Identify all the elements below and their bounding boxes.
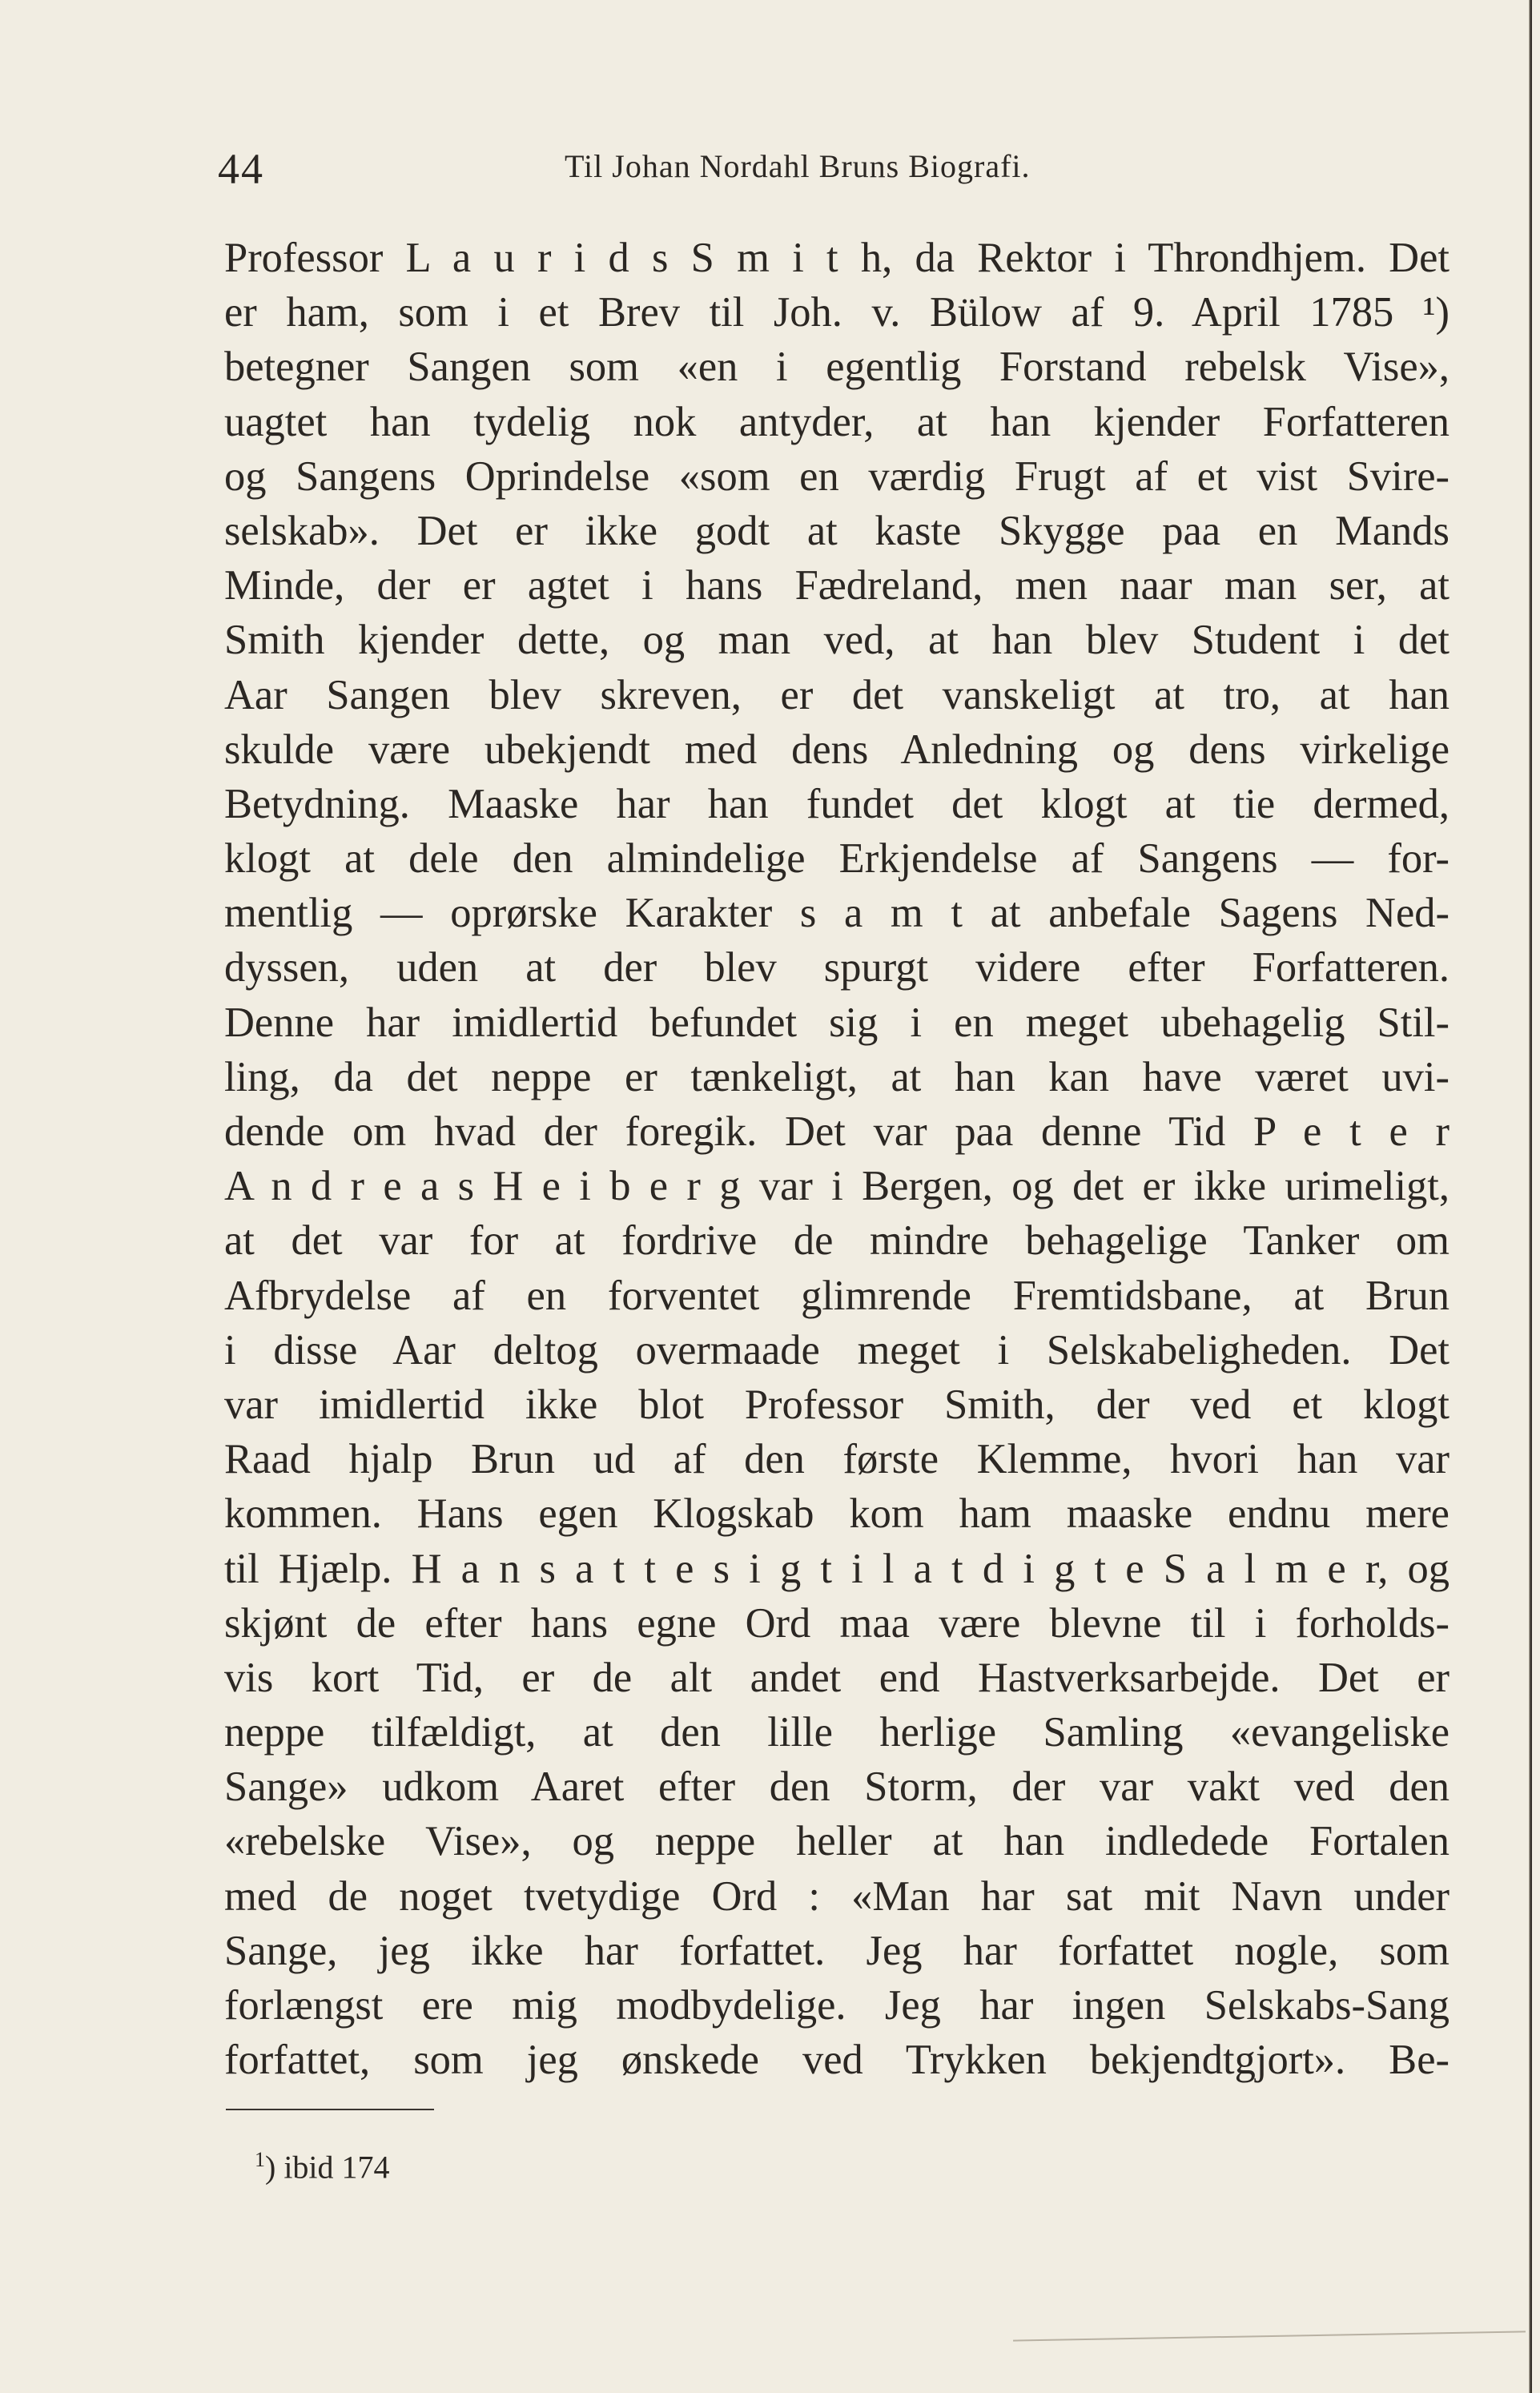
text-line: Sange, jeg ikke har forfattet. Jeg har forfattet nogle, som <box>224 1927 1450 1974</box>
text-line: at det var for at fordrive de mindre behagelige Tanker om <box>224 1217 1450 1265</box>
text-line: klogt at dele den almindelige Erkjendelse af Sangens — for- <box>224 835 1450 883</box>
text-line: neppe tilfældigt, at den lille herlige Samling «evangeliske <box>224 1709 1450 1756</box>
text-line: forfattet, som jeg ønskede ved Trykken bekjendtgjort». Be- <box>224 2037 1450 2084</box>
text-line: uagtet han tydelig nok antyder, at han kjender Forfatteren <box>224 398 1450 445</box>
text-line: i disse Aar deltog overmaade meget i Selskabeligheden. Det <box>224 1326 1450 1373</box>
text-line: skulde være ubekjendt med dens Anledning og dens virkelige <box>224 726 1450 773</box>
text-line: dende om hvad der foregik. Det var paa denne Tid P e t e r <box>224 1108 1450 1155</box>
text-line: til Hjælp. H a n s a t t e s i g t i l a t d i g t e S a l m e r, og <box>224 1545 1450 1592</box>
page-number: 44 <box>218 145 264 193</box>
text-line: Sange» udkom Aaret efter den Storm, der var vakt ved den <box>224 1764 1450 1811</box>
text-line: Smith kjender dette, og man ved, at han blev Student i det <box>224 617 1450 664</box>
text-line: Raad hjalp Brun ud af den første Klemme, hvori han var <box>224 1436 1450 1483</box>
footnote <box>255 2140 390 2187</box>
text-line: skjønt de efter hans egne Ord maa være blevne til i forholds- <box>224 1599 1450 1647</box>
text-line: forlængst ere mig modbydelige. Jeg har ingen Selskabs-Sang <box>224 1982 1450 2029</box>
text-line: Minde, der er agtet i hans Fædreland, men naar man ser, at <box>224 562 1450 609</box>
footnote-marker: 1 <box>255 2148 265 2171</box>
text-line: Afbrydelse af en forventet glimrende Fremtidsbane, at Brun <box>224 1272 1450 1319</box>
text-line: A n d r e a s H e i b e r g var i Bergen, og det er ikke urimeligt, <box>224 1163 1450 1210</box>
footnote-text: ) ibid 174 <box>265 2149 390 2186</box>
text-line: «rebelske Vise», og neppe heller at han indledede Fortalen <box>224 1818 1450 1865</box>
page-bottom-mark <box>1013 2331 1526 2341</box>
text-line: med de noget tvetydige Ord : «Man har sat mit Navn under <box>224 1872 1450 1920</box>
text-line: vis kort Tid, er de alt andet end Hastverksarbejde. Det er <box>224 1654 1450 1701</box>
text-line: kommen. Hans egen Klogskab kom ham maaske endnu mere <box>224 1490 1450 1538</box>
text-line: er ham, som i et Brev til Joh. v. Bülow af 9. April 1785 ¹) <box>224 289 1450 336</box>
text-line: og Sangens Oprindelse «som en værdig Frugt af et vist Svire- <box>224 452 1450 500</box>
page-edge-shadow <box>1529 0 1532 2393</box>
text-line: var imidlertid ikke blot Professor Smith, der ved et klogt <box>224 1381 1450 1428</box>
text-line: Denne har imidlertid befundet sig i en meget ubehagelig Stil- <box>224 999 1450 1046</box>
running-title: Til Johan Nordahl Bruns Biografi. <box>565 148 1031 184</box>
text-line: betegner Sangen som «en i egentlig Forstand rebelsk Vise», <box>224 344 1450 391</box>
text-line: ling, da det neppe er tænkeligt, at han kan have været uvi- <box>224 1053 1450 1100</box>
text-line: selskab». Det er ikke godt at kaste Skygge paa en Mands <box>224 507 1450 554</box>
text-line: mentlig — oprørske Karakter s a m t at anbefale Sagens Ned- <box>224 890 1450 937</box>
text-line: Betydning. Maaske har han fundet det klogt at tie dermed, <box>224 780 1450 827</box>
text-line: Professor L a u r i d s S m i t h, da Rektor i Throndhjem. Det <box>224 235 1450 281</box>
body-text <box>224 231 1450 2087</box>
running-head <box>0 144 1540 200</box>
text-line: Aar Sangen blev skreven, er det vanskeligt at tro, at han <box>224 671 1450 718</box>
footnote-divider <box>226 2109 434 2110</box>
text-line: dyssen, uden at der blev spurgt videre efter Forfatteren. <box>224 944 1450 991</box>
